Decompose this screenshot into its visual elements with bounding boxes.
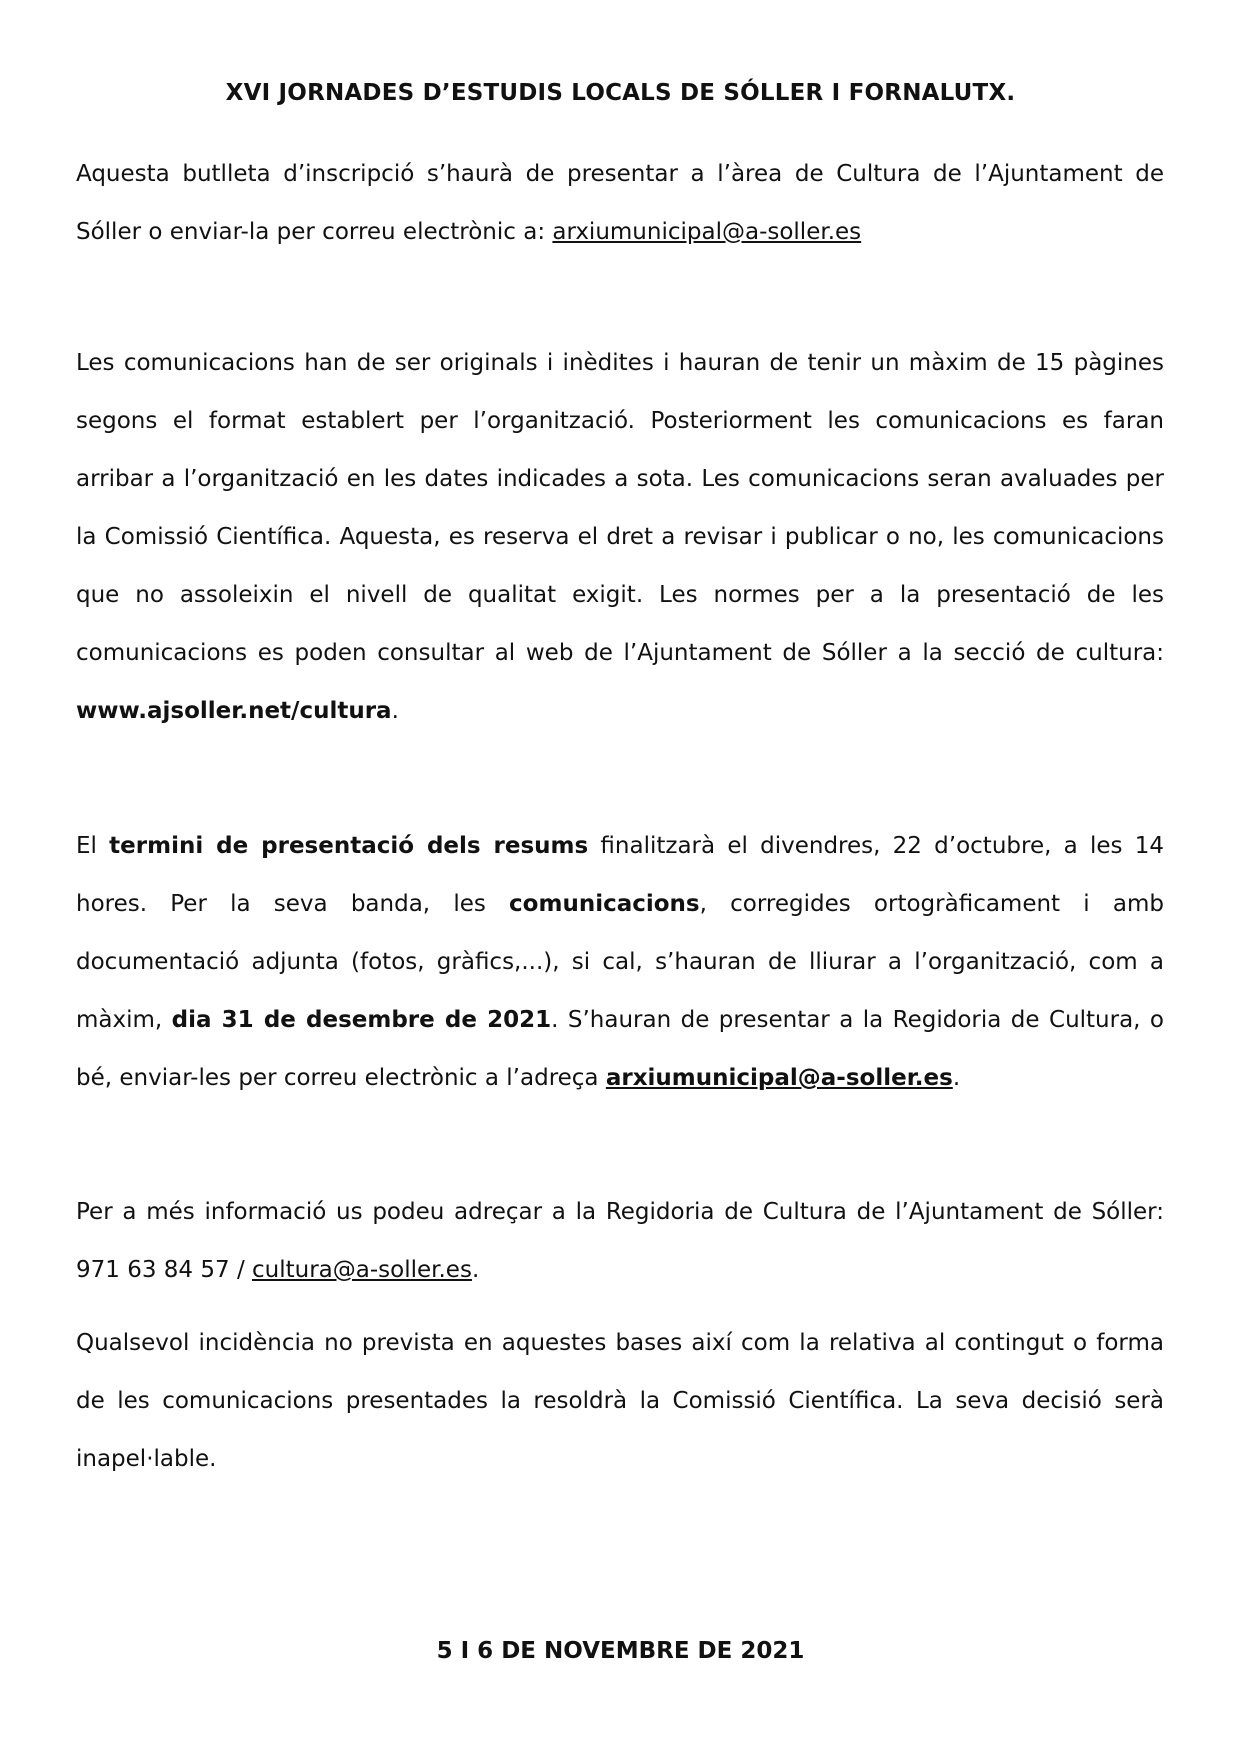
- paragraph-deadlines: [76, 817, 1164, 1107]
- paragraph-inscription: [76, 145, 1164, 261]
- bold-final-date: dia 31 de desembre de 2021: [171, 1007, 552, 1033]
- paragraph-text: Per a més informació us podeu adreçar a la Regidoria de Cultura de l’Ajuntament de Sóller: 971 63 84 57 /: [76, 1199, 1164, 1283]
- document-title: XVI JORNADES D’ESTUDIS LOCALS DE SÓLLER I FORNALUTX.: [225, 80, 1016, 106]
- paragraph-incidents: Qualsevol incidència no prevista en aquestes bases així com la relativa al contingut o forma de les comunicacions presentades la resoldrà la Comissió Científica. La seva decisió serà inapel·lable.: [76, 1330, 1164, 1472]
- text-segment: El: [76, 833, 110, 859]
- paragraph-end: .: [471, 1257, 480, 1283]
- paragraph-text: Les comunicacions han de ser originals i inèdites i hauran de tenir un màxim de 15 pàgines segons el format establert per l’organització. Posteriorment les comunicacions es faran arribar a l’organització en les dates indicades a sota. Les comunicacions seran avaluades per la Comissió Científica. Aquesta, es reserva el dret a revisar i publicar o no, les comunicacions que no assoleixin el nivell de qualitat exigit. Les normes per a la presentació de les comunicacions es poden consultar al web de l’Ajuntament de Sóller a la secció de cultura:: [76, 350, 1164, 666]
- email-link-arxiu-bold[interactable]: arxiumunicipal@a-soller.es: [605, 1065, 953, 1091]
- paragraph-end: .: [391, 698, 399, 724]
- bold-abstract-deadline: termini de presentació dels resums: [109, 833, 589, 859]
- paragraph-info: [76, 1183, 1164, 1299]
- text-segment: finalitzarà el divendres, 22 d’octubre, a les 14 hores. Per la seva banda, les: [76, 833, 1164, 917]
- email-link-arxiu[interactable]: arxiumunicipal@a-soller.es: [552, 219, 862, 245]
- paragraph-communications: [76, 334, 1164, 740]
- email-link-cultura[interactable]: cultura@a-soller.es: [252, 1257, 472, 1283]
- bold-communications: comunicacions: [509, 891, 700, 917]
- paragraph-text: Aquesta butlleta d’inscripció s’haurà de presentar a l’àrea de Cultura de l’Ajuntament de Sóller o enviar-la per correu electrònic a:: [76, 161, 1164, 245]
- text-segment: . S’hauran de presentar a la Regidoria de Cultura, o bé, enviar-les per correu electrònic a l’adreça: [76, 1007, 1165, 1091]
- text-segment: , corregides ortogràficament i amb documentació adjunta (fotos, gràfics,...), si cal, s’hauran de lliurar a l’organització, com a màxim,: [76, 891, 1164, 1033]
- website-link[interactable]: www.ajsoller.net/cultura: [76, 698, 392, 724]
- event-dates-footer: 5 I 6 DE NOVEMBRE DE 2021: [436, 1638, 805, 1664]
- paragraph-end: .: [952, 1065, 961, 1091]
